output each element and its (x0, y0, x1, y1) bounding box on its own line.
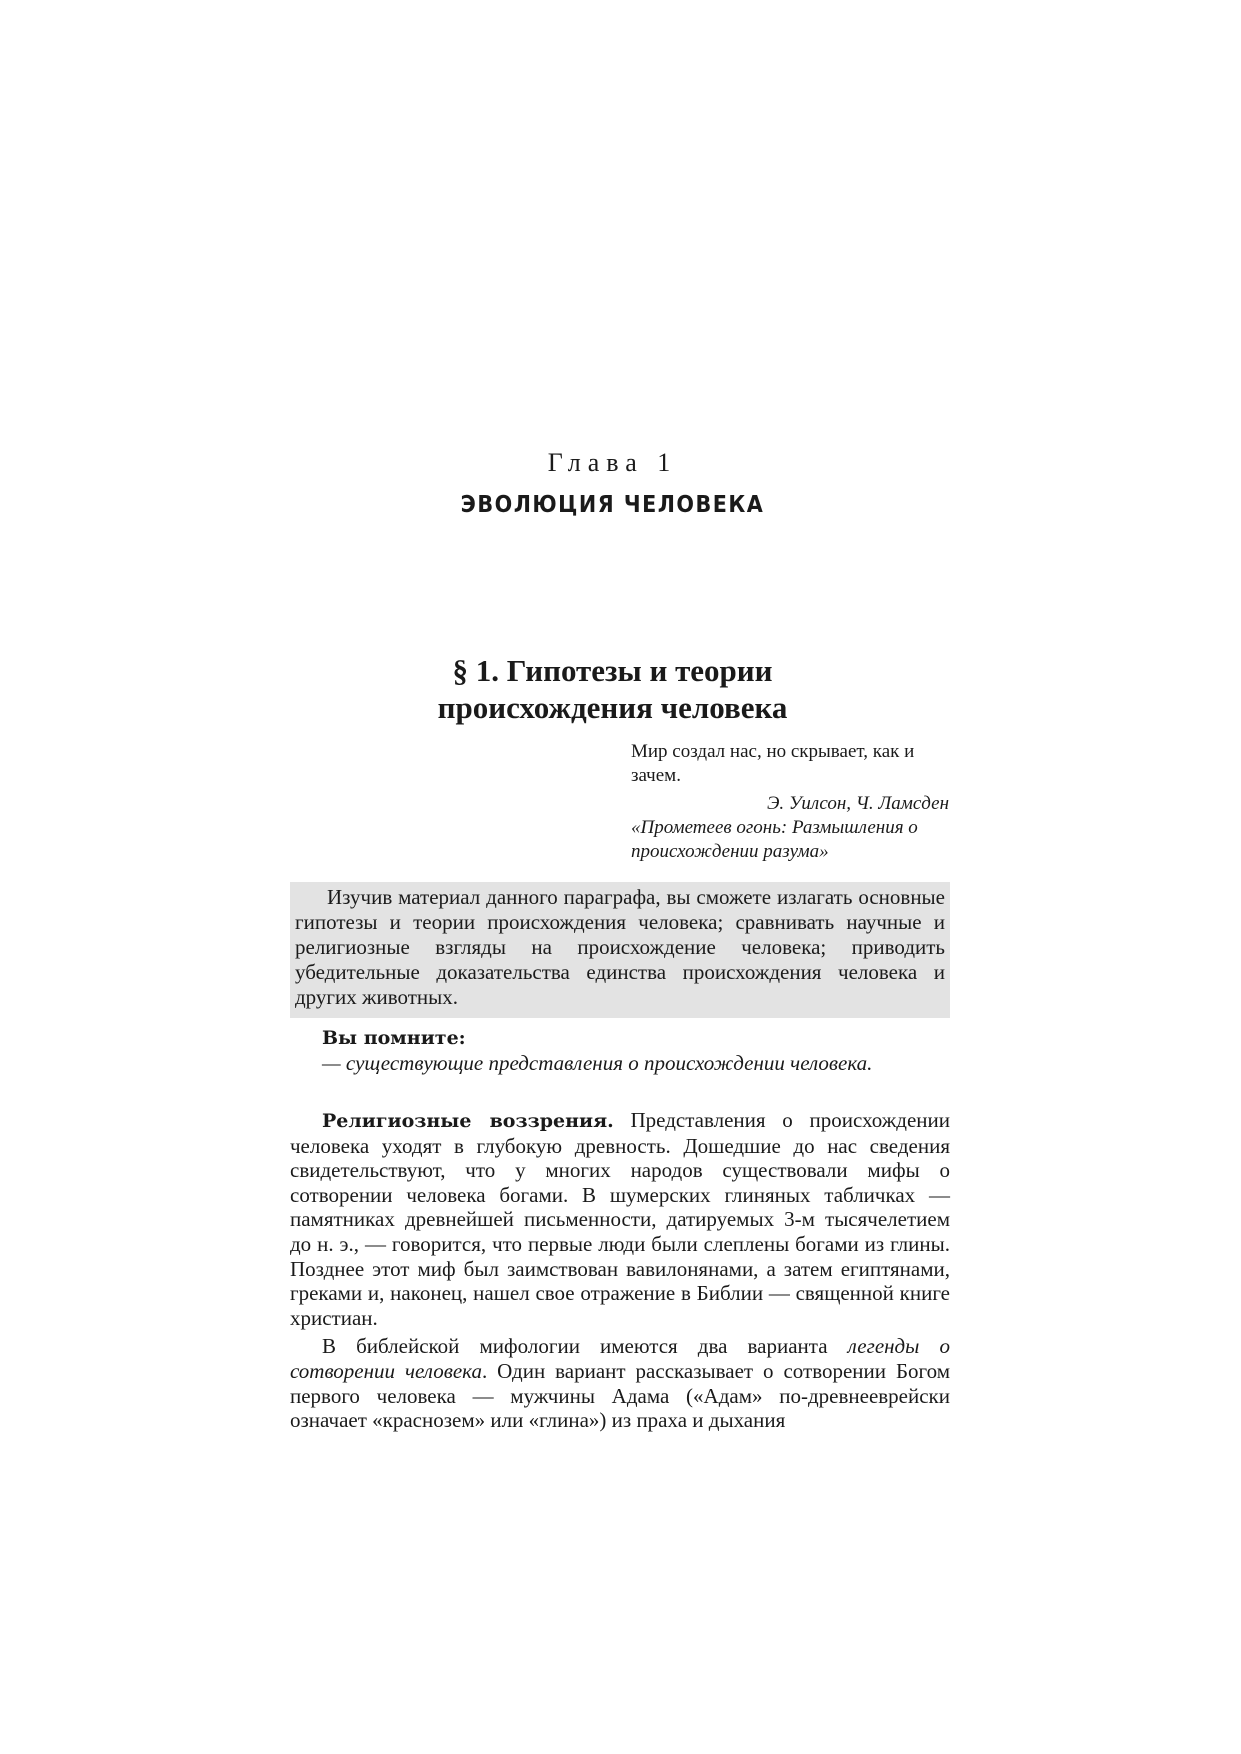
learning-objectives-text: Изучив материал данного параграфа, вы сможете излагать основные гипотезы и теории происхождения человека; сравнивать научные и религиозные взгляды на происхождение человека; приводить убедительные доказательства единства происхождения человека и других животных. (295, 885, 945, 1009)
body-text (290, 1108, 950, 1437)
chapter-label: Глава 1 (547, 448, 678, 477)
paragraph-biblical (290, 1334, 950, 1432)
epigraph-authors: Э. Уилсон, Ч. Ламсден (766, 793, 949, 814)
epigraph (631, 740, 949, 864)
paragraph-italic-term: легенды о сотворении человека (290, 1334, 950, 1383)
remember-block (290, 1026, 950, 1076)
paragraph-religious-views (290, 1108, 950, 1330)
paragraph-text-start: В библейской мифологии имеются два варианта (322, 1334, 848, 1359)
paragraph-text-end: . Один вариант рассказывает о сотворении Богом первого человека — мужчины Адама («Адам» по-древнееврейски означает «краснозем» или «глина») из праха и дыхания (290, 1358, 950, 1433)
learning-objectives-box (290, 882, 950, 1018)
epigraph-quote: Мир создал нас, но скрывает, как и зачем. (631, 741, 915, 786)
section-heading-line2: происхождения человека (437, 690, 788, 725)
epigraph-source-title: «Прометеев огонь: Размышления о происхождении разума» (631, 817, 918, 862)
chapter-title: ЭВОЛЮЦИЯ ЧЕЛОВЕКА (460, 492, 765, 518)
paragraph-text: Представления о происхождении человека уходят в глубокую древность. Дошедшие до нас сведения свидетельствуют, что у многих народов существовали мифы о сотворении человека богами. В шумерских глиняных табличках — памятниках древнейшей письменности, датируемых 3-м тысячелетием до н. э., — говорится, что первые люди были слеплены богами из глины. Позднее этот миф был заимствован вавилонянами, а затем египтянами, греками и, наконец, нашел свое отражение в Библии — священной книге христиан. (290, 1108, 950, 1330)
section-heading (0, 652, 1233, 726)
epigraph-attribution (631, 792, 949, 864)
remember-title: Вы помните: (322, 1027, 466, 1049)
section-heading-line1: § 1. Гипотезы и теории (452, 653, 773, 688)
remember-item: — существующие представления о происхождении человека. (322, 1051, 873, 1075)
paragraph-lead: Религиозные воззрения. (322, 1110, 614, 1132)
